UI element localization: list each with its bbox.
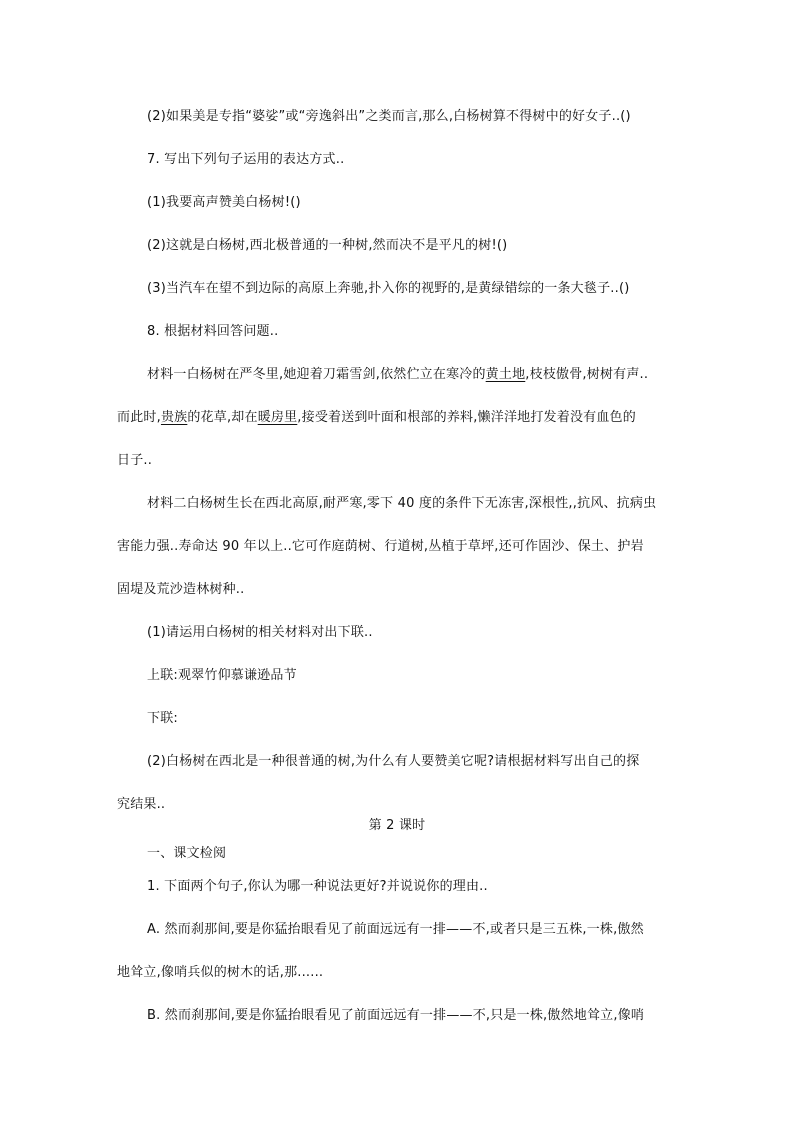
material-2-line-3: 固堤及荒沙造林树种.. — [117, 582, 245, 597]
couplet-upper: 上联:观翠竹仰慕谦逊品节 — [147, 668, 297, 683]
material-1-line-1 — [147, 366, 648, 384]
underlined-term: 贵族 — [160, 410, 188, 425]
question-8-part-1: (1)请运用白杨树的相关材料对出下联.. — [147, 625, 373, 640]
section-title: 第 2 课时 — [368, 818, 426, 833]
question-7-item-2: (2)这就是白杨树,西北极普通的一种树,然而决不是平凡的树!() — [147, 238, 508, 253]
question-6-part-2: (2)如果美是专指“婆娑”或“旁逸斜出”之类而言,那么,白杨树算不得树中的好女子..() — [147, 109, 631, 124]
question-7-item-3: (3)当汽车在望不到边际的高原上奔驰,扑入你的视野的,是黄绿错综的一条大毯子..() — [147, 281, 630, 296]
material-1-text: 的花草,却在 — [187, 410, 258, 425]
question-1: 1. 下面两个句子,你认为哪一种说法更好?并说说你的理由.. — [147, 879, 488, 894]
subsection-heading: 一、课文检阅 — [147, 846, 227, 861]
question-8-part-2-cont: 究结果.. — [117, 797, 166, 812]
underlined-term: 暖房里 — [257, 410, 298, 425]
couplet-lower: 下联: — [147, 711, 178, 726]
material-2-line-1: 材料二白杨树生长在西北高原,耐严寒,零下 40 度的条件下无冻害,深根性,,抗风、抗病虫 — [147, 496, 657, 511]
material-2-line-2: 害能力强..寿命达 90 年以上..它可作庭荫树、行道树,丛植于草坪,还可作固沙、保土、护岩 — [117, 539, 644, 554]
underlined-term: 黄土地 — [485, 367, 526, 382]
material-1-text: 而此时, — [117, 410, 161, 425]
question-7-heading: 7. 写出下列句子运用的表达方式.. — [147, 152, 345, 167]
question-8-part-2: (2)白杨树在西北是一种很普通的树,为什么有人要赞美它呢?请根据材料写出自己的探 — [147, 754, 640, 769]
option-a-line-2: 地耸立,像哨兵似的树木的话,那...... — [117, 965, 324, 980]
material-1-text: ,枝枝傲骨,树树有声.. — [525, 367, 649, 382]
option-a-line-1: A. 然而刹那间,要是你猛抬眼看见了前面远远有一排——不,或者只是三五株,一株,傲然 — [147, 922, 644, 937]
material-1-line-3: 日子.. — [117, 453, 153, 468]
question-7-item-1: (1)我要高声赞美白杨树!() — [147, 195, 301, 210]
material-1-text: ,接受着送到叶面和根部的养料,懒洋洋地打发着没有血色的 — [297, 410, 636, 425]
material-1-text: 材料一白杨树在严冬里,她迎着刀霜雪剑,依然伫立在寒冷的 — [147, 367, 486, 382]
option-b-line-1: B. 然而刹那间,要是你猛抬眼看见了前面远远有一排——不,只是一株,傲然地耸立,像哨 — [147, 1008, 645, 1023]
material-1-line-2 — [117, 409, 636, 427]
question-8-heading: 8. 根据材料回答问题.. — [147, 324, 279, 339]
